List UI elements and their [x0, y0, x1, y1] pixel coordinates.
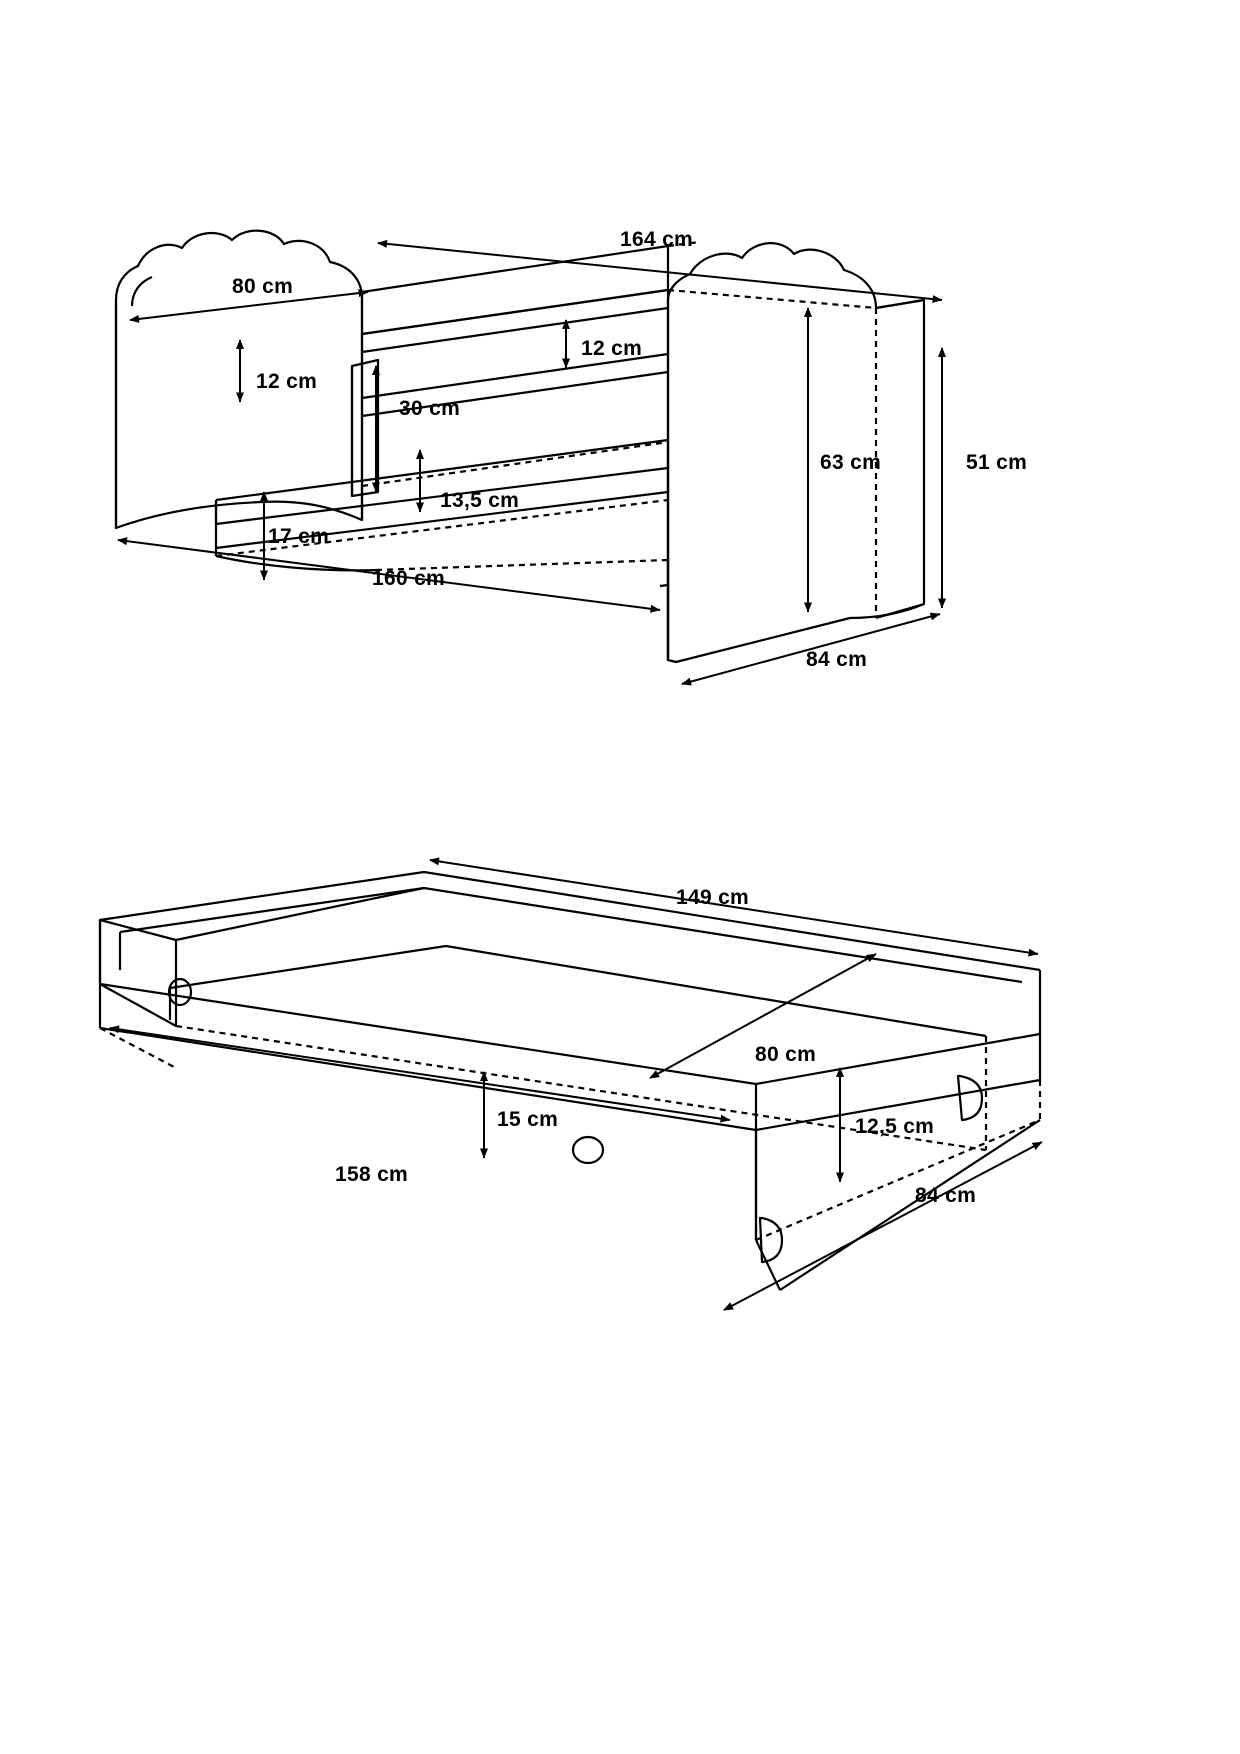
drawer-dim-158: 158 cm — [335, 1163, 409, 1186]
bed-dim-63: 63 cm — [820, 451, 882, 474]
bed-dim-30: 30 cm — [399, 397, 461, 420]
bed-dim-12-left: 12 cm — [256, 370, 318, 393]
drawer-dim-149: 149 cm — [676, 886, 750, 909]
bed-dim-84: 84 cm — [806, 648, 868, 671]
drawer-dim-84: 84 cm — [915, 1184, 977, 1207]
drawer-dim-12-5: 12,5 cm — [855, 1115, 935, 1138]
bed-drawing — [0, 0, 1240, 760]
bed-dim-80: 80 cm — [232, 275, 294, 298]
drawer-dim-15: 15 cm — [497, 1108, 559, 1131]
drawer-figure — [0, 820, 1240, 1380]
drawer-drawing — [0, 820, 1240, 1380]
bed-dim-51: 51 cm — [966, 451, 1028, 474]
bed-dim-160: 160 cm — [372, 567, 446, 590]
bed-figure — [0, 0, 1240, 760]
bed-dim-12-top: 12 cm — [581, 337, 643, 360]
bed-dim-164: 164 cm — [620, 228, 694, 251]
drawer-dim-80: 80 cm — [755, 1043, 817, 1066]
bed-dim-17: 17 cm — [268, 525, 330, 548]
bed-dim-13-5: 13,5 cm — [440, 489, 520, 512]
